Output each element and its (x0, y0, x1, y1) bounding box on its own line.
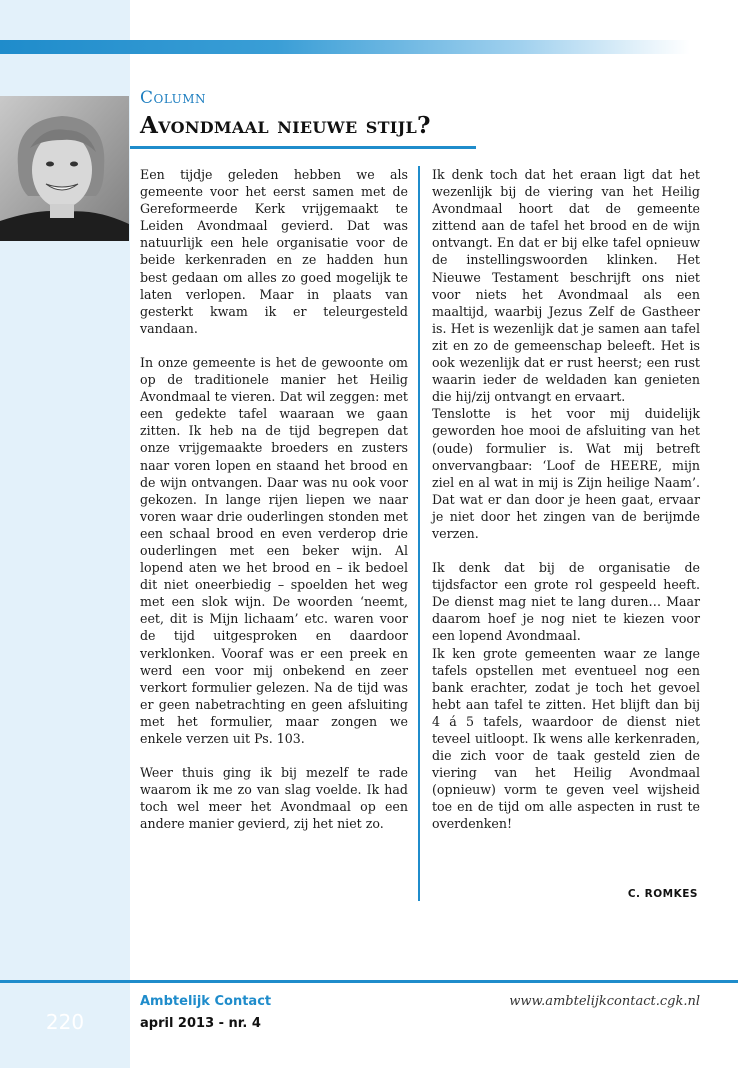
paragraph: Ik denk toch dat het eraan ligt dat het wezenlijk bij de viering van het Heilig Avondmaal hoort dat de gemeente zittend aan de tafel het brood en de wijn ontvangt. En dat er bij elke tafel opnieuw de instellingswoorden klinken. Het Nieuwe Testament beschrijft ons niet voor niets het Avondmaal als een maaltijd, waarbij Jezus Zelf de Gastheer is. Het is wezenlijk dat je samen aan tafel zit en zo de gemeenschap beleeft. Het is ook wezenlijk dat er rust heerst; een rust waarin ieder de weldaden kan genieten die hij/zij ontvangt en ervaart. (432, 167, 700, 405)
paragraph: Ik denk dat bij de organisatie de tijdsfactor een grote rol gespeeld heeft. De dienst mag niet te lang duren… Maar daarom hoef je nog niet te kiezen voor een lopend Avondmaal. (432, 560, 700, 644)
title-underline (130, 146, 476, 149)
article-title: Avondmaal nieuwe stijl? (140, 112, 431, 139)
magazine-name: Ambtelijk Contact (140, 994, 272, 1009)
footer-rule (0, 980, 738, 983)
left-column (140, 166, 408, 832)
header-gradient-bar (0, 40, 690, 54)
paragraph: In onze gemeente is het de gewoonte om op de traditionele manier het Heilig Avondmaal te vieren. Dat wil zeggen: met een gedekte tafel waaraan we gaan zitten. Ik heb na de tijd begrepen dat onze vrijgemaakte broeders en zusters naar voren lopen en staand het brood en de wijn ontvangen. Daar was nu ook voor gekozen. In lange rijen liepen we naar voren waar drie ouderlingen stonden met een schaal brood en even verderop drie ouderlingen met een beker wijn. Al lopend aten we het brood en – ik bedoel dit niet oneerbiedig – spoelden het weg met een slok wijn. De woorden ‘neemt, eet, dit is Mijn lichaam’ etc. waren voor de tijd uitgesproken en daardoor verklonken. Vooraf was er een preek en werd een voor mij onbekend en zeer verkort formulier gelezen. Na de tijd was er geen nabetrachting en geen afsluiting met het formulier, maar zongen we enkele verzen uit Ps. 103. (140, 354, 408, 746)
page-number: 220 (45, 1010, 85, 1034)
paragraph: Tenslotte is het voor mij duidelijk geworden hoe mooi de afsluiting van het (oude) formulier is. Wat mij betreft onvervangbaar: ‘Loof de HEERE, mijn ziel en al wat in mij is Zijn heilige Naam’. Dat wat er dan door je heen gaat, ervaar je niet door het zingen van de berijmde verzen. (432, 406, 700, 541)
right-column (432, 166, 700, 833)
author-signature: C. ROMKES (627, 888, 698, 900)
paragraph: Ik ken grote gemeenten waar ze lange tafels opstellen met eventueel nog een bank erachter, zodat je toch het gevoel hebt aan tafel te zitten. Het blijft dan bij 4 á 5 tafels, waardoor de dienst niet teveel uitloopt. Ik wens alle kerkenraden, die zich voor de taak gesteld zien de viering van het Heilig Avondmaal (opnieuw) vorm te geven veel wijsheid toe en de tijd om alle aspecten in rust te overdenken! (432, 645, 700, 832)
paragraph: Een tijdje geleden hebben we als gemeente voor het eerst samen met de Gereformeerde Kerk vrijgemaakt te Leiden Avondmaal gevierd. Dat was natuurlijk een hele organisatie voor de beide kerkenraden en ze hadden hun best gedaan om alles zo goed mogelijk te laten verlopen. Maar in plaats van gesterkt kwam ik er teleurgesteld vandaan. (140, 167, 408, 336)
author-photo (0, 96, 129, 241)
column-divider (418, 166, 420, 901)
website-link[interactable]: www.ambtelijkcontact.cgk.nl (509, 994, 700, 1009)
issue-info: april 2013 - nr. 4 (140, 1016, 261, 1031)
paragraph: Weer thuis ging ik bij mezelf te rade waarom ik me zo van slag voelde. Ik had toch wel meer het Avondmaal op een andere manier gevierd, zij het niet zo. (140, 765, 408, 832)
section-label: Column (140, 88, 207, 108)
